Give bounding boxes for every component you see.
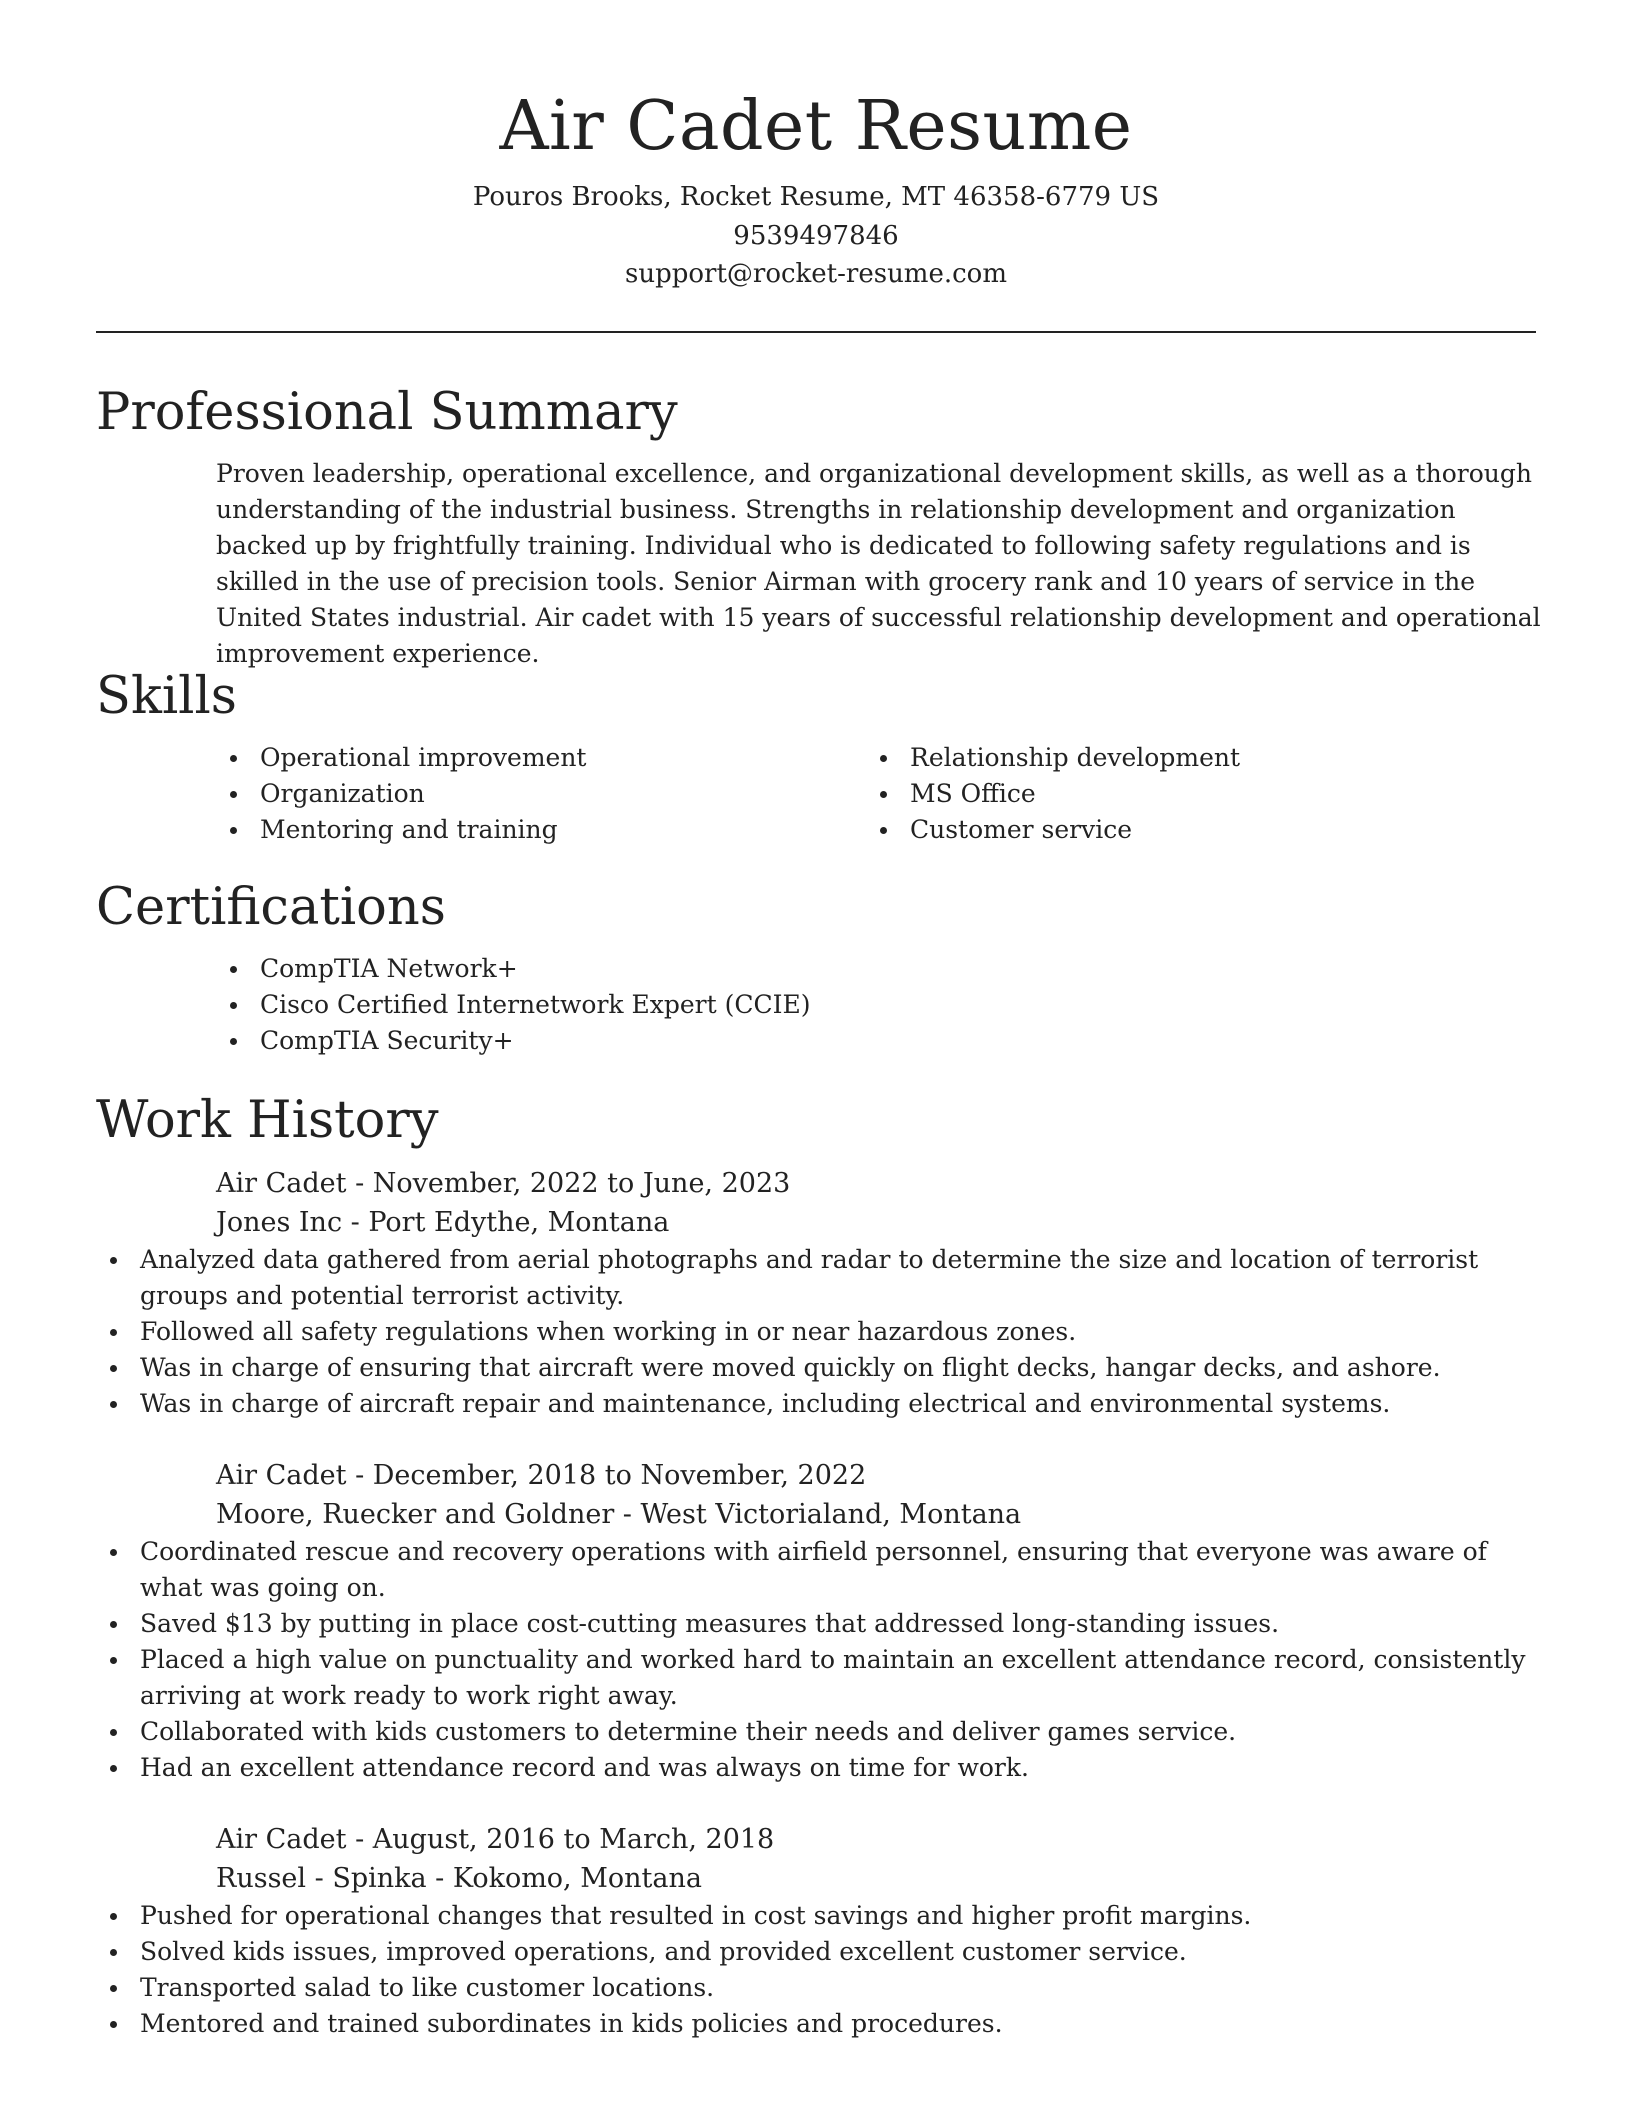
skill-item: Customer service <box>866 812 1516 848</box>
skill-item: Operational improvement <box>216 740 866 776</box>
certification-item: CompTIA Security+ <box>216 1023 1536 1059</box>
skill-item: Relationship development <box>866 740 1516 776</box>
job-duty-item: Transported salad to like customer locations. <box>96 1970 1536 2006</box>
skills-heading: Skills <box>96 667 237 726</box>
work-history-heading: Work History <box>96 1091 439 1150</box>
certifications-list <box>216 951 1536 1059</box>
job-duty-item: Had an excellent attendance record and was always on time for work. <box>96 1750 1536 1786</box>
contact-block <box>96 178 1536 294</box>
resume-header <box>96 0 1536 294</box>
skill-item: MS Office <box>866 776 1516 812</box>
job-title-dates: Air Cadet - August, 2016 to March, 2018 <box>216 1824 775 1855</box>
job-duties-list <box>96 1242 1536 1422</box>
job-company-location: Russel - Spinka - Kokomo, Montana <box>216 1863 702 1894</box>
job-duties-list <box>96 1534 1536 1786</box>
job-duty-item: Collaborated with kids customers to determine their needs and deliver games service. <box>96 1714 1536 1750</box>
job-duties-list <box>96 1898 1536 2042</box>
contact-address: Pouros Brooks, Rocket Resume, MT 46358-6779 US <box>472 182 1160 212</box>
skills-section <box>96 666 1536 848</box>
certifications-heading: Certifications <box>96 878 446 937</box>
job-duty-item: Followed all safety regulations when working in or near hazardous zones. <box>96 1314 1536 1350</box>
skill-item: Organization <box>216 776 866 812</box>
certifications-section <box>96 877 1536 1059</box>
skill-item: Mentoring and training <box>216 812 866 848</box>
header-divider <box>96 331 1536 333</box>
skills-grid <box>216 740 1536 848</box>
job-entry <box>96 1820 1536 2042</box>
job-duty-item: Saved $13 by putting in place cost-cutting measures that addressed long-standing issues. <box>96 1606 1536 1642</box>
contact-phone: 9539497846 <box>733 220 899 251</box>
job-company-location: Jones Inc - Port Edythe, Montana <box>216 1207 670 1238</box>
job-company-location: Moore, Ruecker and Goldner - West Victorialand, Montana <box>216 1499 1022 1530</box>
job-duty-item: Mentored and trained subordinates in kids policies and procedures. <box>96 2006 1536 2042</box>
work-history-section <box>96 1090 1536 2042</box>
job-entry <box>96 1456 1536 1786</box>
certification-item: CompTIA Network+ <box>216 951 1536 987</box>
contact-email: support@rocket-resume.com <box>624 259 1007 289</box>
skills-column-right <box>866 740 1516 848</box>
job-duty-item: Solved kids issues, improved operations, and provided excellent customer service. <box>96 1934 1536 1970</box>
job-duty-item: Pushed for operational changes that resulted in cost savings and higher profit margins. <box>96 1898 1536 1934</box>
job-duty-item: Was in charge of ensuring that aircraft were moved quickly on flight decks, hangar decks, and ashore. <box>96 1350 1536 1386</box>
job-duty-item: Coordinated rescue and recovery operations with airfield personnel, ensuring that everyone was aware of what was going on. <box>96 1534 1536 1606</box>
job-title-dates: Air Cadet - November, 2022 to June, 2023 <box>216 1168 791 1199</box>
resume-title: Air Cadet Resume <box>499 87 1133 166</box>
summary-section <box>96 382 1541 672</box>
certification-item: Cisco Certified Internetwork Expert (CCIE) <box>216 987 1536 1023</box>
summary-heading: Professional Summary <box>96 383 678 442</box>
job-duty-item: Was in charge of aircraft repair and maintenance, including electrical and environmental systems. <box>96 1386 1536 1422</box>
skills-column-left <box>216 740 866 848</box>
job-entry <box>96 1164 1536 1422</box>
job-duty-item: Analyzed data gathered from aerial photographs and radar to determine the size and location of terrorist groups and potential terrorist activity. <box>96 1242 1536 1314</box>
job-duty-item: Placed a high value on punctuality and worked hard to maintain an excellent attendance record, consistently arriving at work ready to work right away. <box>96 1642 1536 1714</box>
job-title-dates: Air Cadet - December, 2018 to November, 2022 <box>216 1460 867 1491</box>
summary-text: Proven leadership, operational excellence, and organizational development skills, as well as a thorough understanding of the industrial business. Strengths in relationship development and organization backed up by frightfully training. Individual who is dedicated to following safety regulations and is skilled in the use of precision tools. Senior Airman with grocery rank and 10 years of service in the United States industrial. Air cadet with 15 years of successful relationship development and operational improvement experience. <box>216 459 1541 668</box>
